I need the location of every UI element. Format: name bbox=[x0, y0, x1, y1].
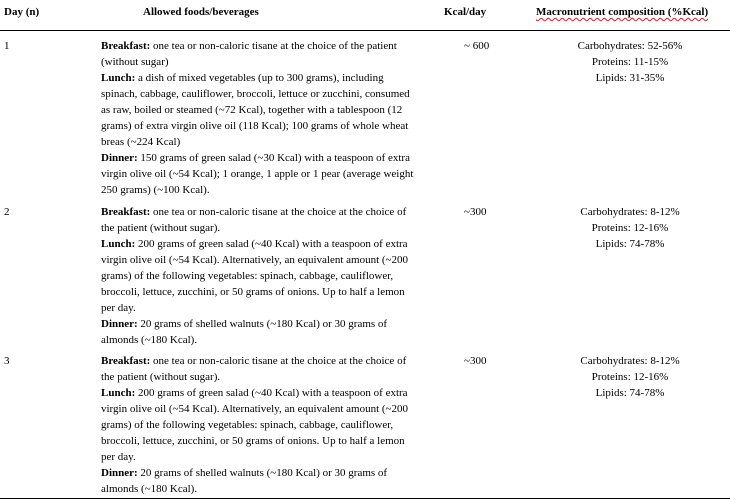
header-foods: Allowed foods/beverages bbox=[143, 6, 259, 18]
macro-line: Carbohydrates: 8-12% bbox=[580, 355, 680, 367]
meal-entry bbox=[101, 316, 421, 348]
meal-entry bbox=[101, 150, 421, 198]
meal-text: one tea or non-caloric tisane at the choice at the choice of the patient (without sugar). bbox=[101, 355, 407, 383]
table-header bbox=[0, 0, 730, 30]
meal-label: Breakfast: bbox=[101, 355, 151, 367]
foods-cell bbox=[101, 38, 421, 198]
kcal-cell: ~ 600 bbox=[464, 40, 490, 52]
foods-cell bbox=[101, 204, 421, 348]
macro-cell bbox=[555, 353, 705, 401]
meal-entry bbox=[101, 70, 421, 150]
meal-text: 150 grams of green salad (~30 Kcal) with a teaspoon of extra virgin olive oil (~54 Kcal); 1 orange, 1 apple or 1 pear (average weight 250 grams) (~100 Kcal). bbox=[101, 152, 414, 196]
day-cell: 1 bbox=[4, 40, 10, 52]
meal-entry bbox=[101, 236, 421, 316]
meal-entry bbox=[101, 204, 421, 236]
meal-label: Lunch: bbox=[101, 238, 136, 250]
meal-text: 200 grams of green salad (~40 Kcal) with a teaspoon of extra virgin olive oil (~54 Kcal). Alternatively, an equivalent amount (~200 grams) of the following vegetables: spinach, cabbage, cauliflower, broccoli, lettuce, zucchini, or 50 grams of onions. Up to half a lemon per day. bbox=[101, 238, 408, 314]
kcal-cell: ~300 bbox=[464, 355, 487, 367]
meal-text: one tea or non-caloric tisane at the choice at the choice of the patient (without sugar). bbox=[101, 206, 407, 234]
day-cell: 3 bbox=[4, 355, 10, 367]
header-rule bbox=[0, 30, 730, 31]
meal-label: Lunch: bbox=[101, 387, 136, 399]
header-kcal: Kcal/day bbox=[444, 6, 487, 18]
macro-line: Proteins: 12-16% bbox=[591, 371, 669, 383]
bottom-rule bbox=[0, 498, 730, 499]
header-day: Day (n) bbox=[4, 6, 40, 18]
meal-text: a dish of mixed vegetables (up to 300 grams), including spinach, cabbage, cauliflower, broccoli, lettuce or zucchini, consumed as raw, boiled or steamed (~72 Kcal), together with a tablespoon (12 grams) of extra virgin olive oil (118 Kcal); 100 grams of whole wheat breas (~224 Kcal) bbox=[101, 72, 410, 148]
meal-label: Lunch: bbox=[101, 72, 136, 84]
macro-cell bbox=[555, 38, 705, 86]
kcal-cell: ~300 bbox=[464, 206, 487, 218]
meal-entry bbox=[101, 353, 421, 385]
macro-line: Lipids: 74-78% bbox=[595, 238, 665, 250]
meal-label: Dinner: bbox=[101, 318, 138, 330]
meal-text: 20 grams of shelled walnuts (~180 Kcal) or 30 grams of almonds (~180 Kcal). bbox=[101, 318, 388, 346]
header-macronutrient: Macronutrient composition (%Kcal) bbox=[536, 6, 709, 18]
macro-line: Proteins: 12-16% bbox=[591, 222, 669, 234]
day-cell: 2 bbox=[4, 206, 10, 218]
meal-label: Dinner: bbox=[101, 467, 138, 479]
foods-cell bbox=[101, 353, 421, 497]
macro-line: Carbohydrates: 52-56% bbox=[577, 40, 683, 52]
macro-line: Proteins: 11-15% bbox=[591, 56, 669, 68]
meal-label: Dinner: bbox=[101, 152, 138, 164]
meal-entry bbox=[101, 38, 421, 70]
meal-entry bbox=[101, 385, 421, 465]
meal-label: Breakfast: bbox=[101, 206, 151, 218]
macro-line: Carbohydrates: 8-12% bbox=[580, 206, 680, 218]
meal-label: Breakfast: bbox=[101, 40, 151, 52]
macro-line: Lipids: 31-35% bbox=[595, 72, 665, 84]
macro-cell bbox=[555, 204, 705, 252]
meal-text: 200 grams of green salad (~40 Kcal) with a teaspoon of extra virgin olive oil (~54 Kcal). Alternatively, an equivalent amount (~200 grams) of the following vegetables: spinach, cabbage, cauliflower, broccoli, lettuce, zucchini, or 50 grams of onions. Up to half a lemon per day. bbox=[101, 387, 408, 463]
macro-line: Lipids: 74-78% bbox=[595, 387, 665, 399]
meal-entry bbox=[101, 465, 421, 497]
meal-text: 20 grams of shelled walnuts (~180 Kcal) or 30 grams of almonds (~180 Kcal). bbox=[101, 467, 388, 495]
meal-text: one tea or non-caloric tisane at the choice of the patient (without sugar) bbox=[101, 40, 397, 68]
